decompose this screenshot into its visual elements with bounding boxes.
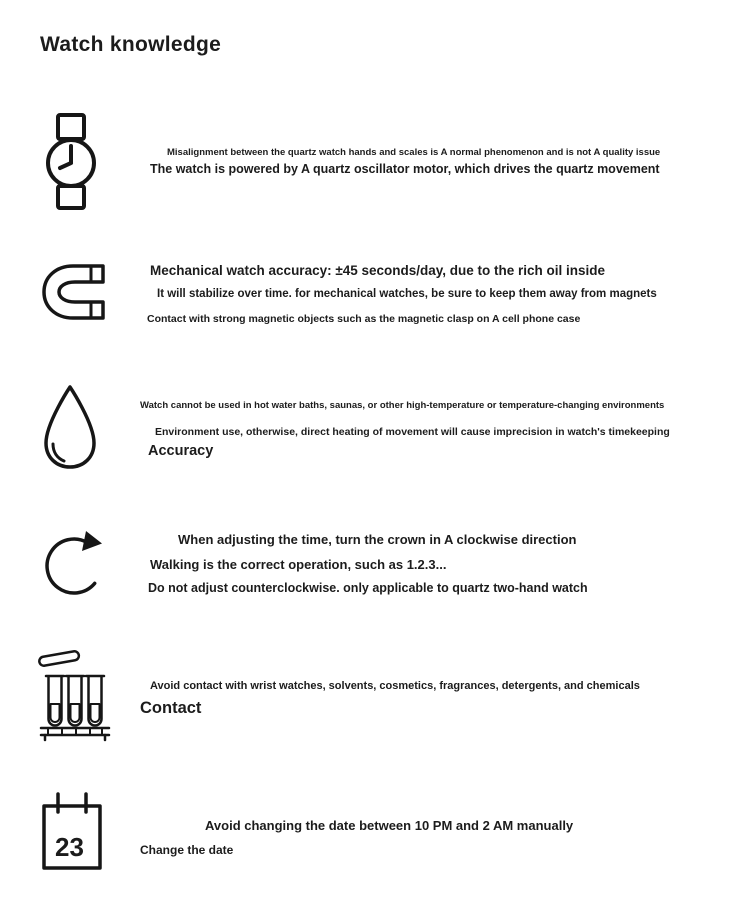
- test-tubes-icon: [38, 648, 112, 742]
- section-label-accuracy: Accuracy: [148, 443, 214, 459]
- section-text-line: Environment use, otherwise, direct heating of movement will cause imprecision in watch's timekeeping: [155, 426, 670, 438]
- section-text-line: Misalignment between the quartz watch hands and scales is A normal phenomenon and is not A quality issue: [167, 147, 661, 158]
- section-text-line: It will stabilize over time. for mechanical watches, be sure to keep them away from magnets: [157, 288, 657, 300]
- section-text-line: Contact with strong magnetic objects such as the magnetic clasp on A cell phone case: [147, 313, 581, 325]
- section-text-line: Walking is the correct operation, such as 1.2.3...: [150, 557, 447, 572]
- water-drop-icon: [40, 383, 100, 471]
- magnet-icon: [40, 263, 106, 321]
- section-label-change-date: Change the date: [140, 843, 234, 857]
- section-text-line: Avoid changing the date between 10 PM and 2 AM manually: [205, 818, 574, 833]
- section-text-line: Avoid contact with wrist watches, solvents, cosmetics, fragrances, detergents, and chemicals: [150, 680, 640, 692]
- section-text-line: Mechanical watch accuracy: ±45 seconds/day, due to the rich oil inside: [150, 263, 606, 278]
- calendar-day-number: 23: [55, 832, 84, 862]
- watch-icon: [42, 112, 100, 212]
- rotate-clockwise-icon: [42, 524, 106, 600]
- section-text-line: When adjusting the time, turn the crown in A clockwise direction: [178, 532, 577, 547]
- section-text-line: The watch is powered by A quartz oscillator motor, which drives the quartz movement: [150, 162, 660, 176]
- section-text-line: Do not adjust counterclockwise. only applicable to quartz two-hand watch: [148, 581, 588, 595]
- page-title: Watch knowledge: [40, 33, 222, 56]
- section-text-line: Watch cannot be used in hot water baths, saunas, or other high-temperature or temperature-changing environments: [140, 400, 665, 411]
- section-label-contact: Contact: [140, 699, 202, 717]
- calendar-icon: [40, 792, 104, 872]
